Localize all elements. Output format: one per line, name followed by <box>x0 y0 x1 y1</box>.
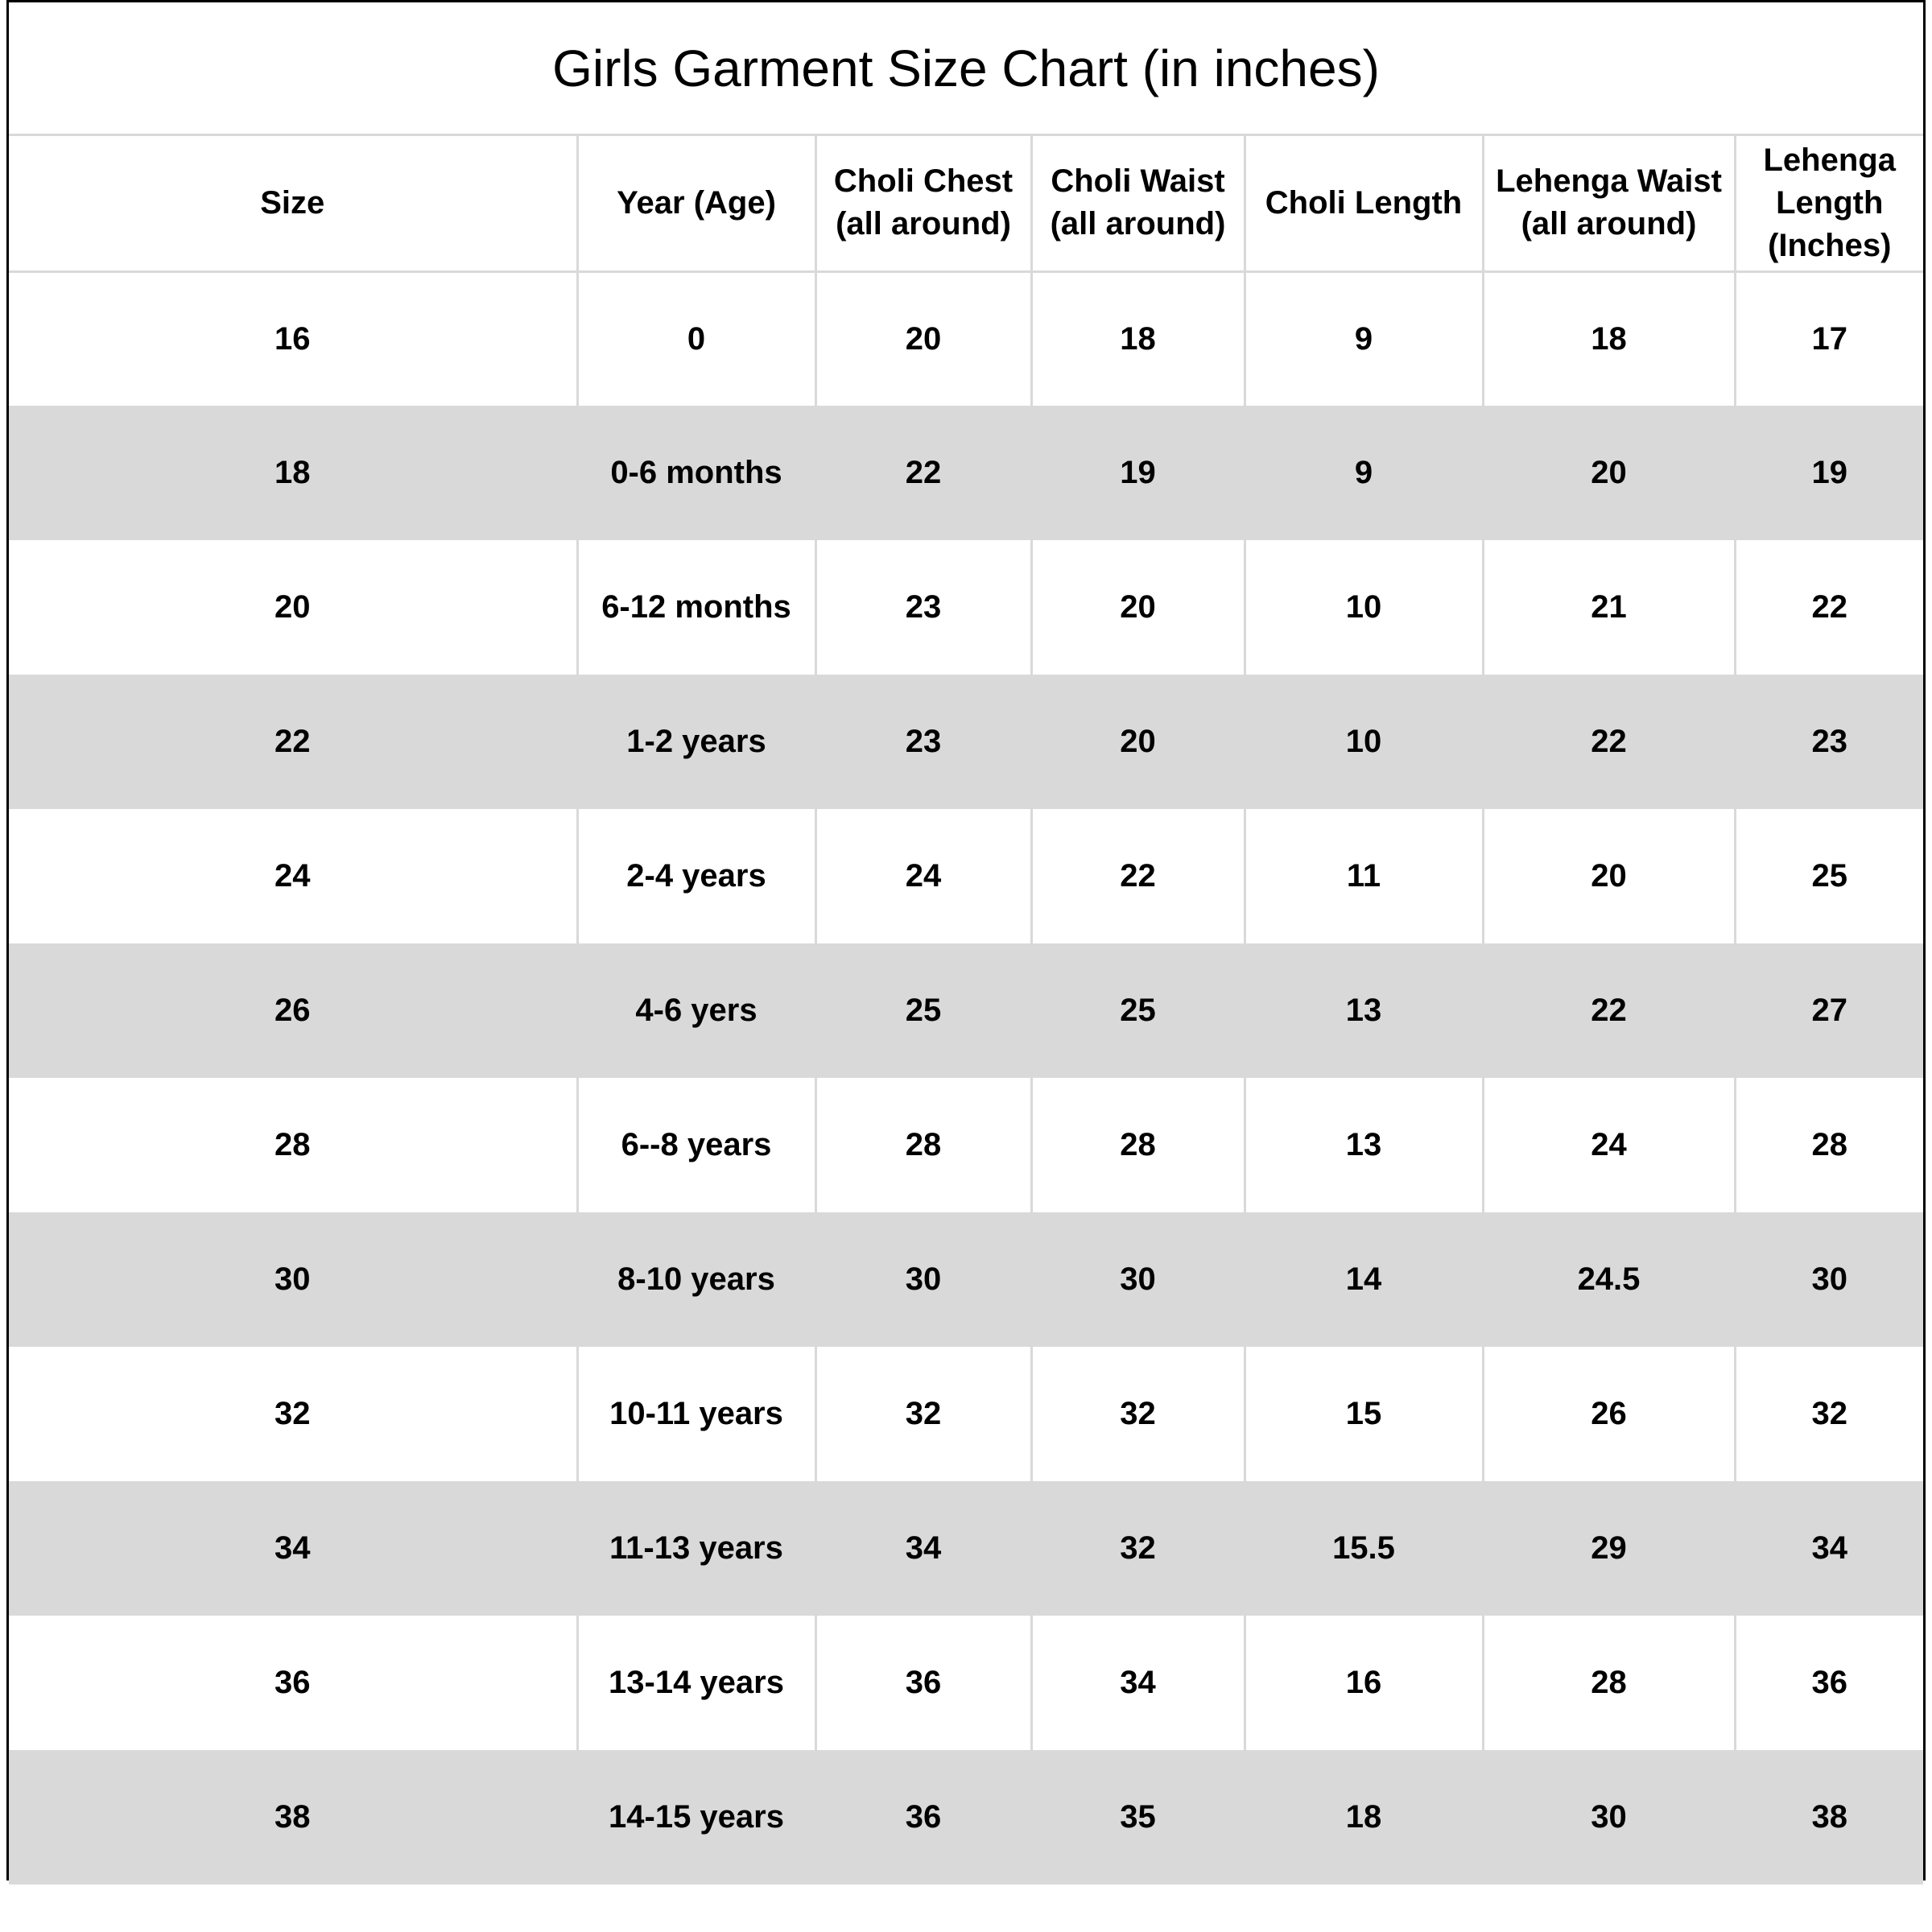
table-cell-lehenga-waist-all-around: 22 <box>1483 675 1735 809</box>
table-cell-lehenga-length-inches: 23 <box>1735 675 1923 809</box>
table-cell-lehenga-length-inches: 28 <box>1735 1078 1923 1212</box>
table-cell-choli-waist-all-around: 32 <box>1031 1347 1245 1481</box>
table-cell-choli-chest-all-around: 23 <box>815 540 1031 675</box>
table-cell-lehenga-length-inches: 22 <box>1735 540 1923 675</box>
table-row <box>9 1481 1923 1616</box>
table-cell-choli-chest-all-around: 23 <box>815 675 1031 809</box>
column-header-choli-waist-all-around: Choli Waist (all around) <box>1031 136 1245 271</box>
table-cell-year-age: 6--8 years <box>577 1078 815 1212</box>
table-cell-size: 30 <box>9 1212 577 1347</box>
table-cell-year-age: 10-11 years <box>577 1347 815 1481</box>
table-cell-choli-chest-all-around: 24 <box>815 809 1031 943</box>
table-cell-lehenga-waist-all-around: 28 <box>1483 1616 1735 1750</box>
size-chart <box>6 0 1926 1880</box>
table-cell-lehenga-waist-all-around: 22 <box>1483 943 1735 1078</box>
table-row <box>9 809 1923 943</box>
table-cell-year-age: 0 <box>577 271 815 406</box>
table-row <box>9 1078 1923 1212</box>
table-cell-year-age: 11-13 years <box>577 1481 815 1616</box>
table-cell-size: 28 <box>9 1078 577 1212</box>
table-cell-lehenga-length-inches: 32 <box>1735 1347 1923 1481</box>
table-cell-size: 22 <box>9 675 577 809</box>
table-cell-year-age: 8-10 years <box>577 1212 815 1347</box>
table-cell-size: 20 <box>9 540 577 675</box>
column-header-size: Size <box>9 136 577 271</box>
table-cell-lehenga-waist-all-around: 29 <box>1483 1481 1735 1616</box>
column-header-choli-length: Choli Length <box>1245 136 1483 271</box>
table-cell-lehenga-waist-all-around: 26 <box>1483 1347 1735 1481</box>
table-cell-lehenga-length-inches: 27 <box>1735 943 1923 1078</box>
table-cell-year-age: 4-6 yers <box>577 943 815 1078</box>
table-cell-size: 38 <box>9 1750 577 1885</box>
table-cell-year-age: 13-14 years <box>577 1616 815 1750</box>
table-cell-choli-waist-all-around: 34 <box>1031 1616 1245 1750</box>
table-cell-lehenga-length-inches: 17 <box>1735 271 1923 406</box>
table-cell-lehenga-waist-all-around: 21 <box>1483 540 1735 675</box>
table-body <box>9 271 1923 1885</box>
table-cell-size: 34 <box>9 1481 577 1616</box>
table-cell-year-age: 14-15 years <box>577 1750 815 1885</box>
table-cell-choli-length: 15.5 <box>1245 1481 1483 1616</box>
column-header-choli-chest-all-around: Choli Chest (all around) <box>815 136 1031 271</box>
table-cell-choli-length: 11 <box>1245 809 1483 943</box>
table-cell-choli-chest-all-around: 32 <box>815 1347 1031 1481</box>
table-cell-choli-length: 14 <box>1245 1212 1483 1347</box>
table-cell-choli-waist-all-around: 28 <box>1031 1078 1245 1212</box>
table-row <box>9 271 1923 406</box>
column-header-lehenga-length-inches: Lehenga Length (Inches) <box>1735 136 1923 271</box>
table-row <box>9 675 1923 809</box>
table-cell-lehenga-length-inches: 34 <box>1735 1481 1923 1616</box>
column-header-year-age: Year (Age) <box>577 136 815 271</box>
table-cell-choli-chest-all-around: 20 <box>815 271 1031 406</box>
table-cell-lehenga-length-inches: 25 <box>1735 809 1923 943</box>
table-cell-choli-chest-all-around: 30 <box>815 1212 1031 1347</box>
table-cell-choli-waist-all-around: 35 <box>1031 1750 1245 1885</box>
table-cell-choli-waist-all-around: 18 <box>1031 271 1245 406</box>
table-cell-lehenga-waist-all-around: 24 <box>1483 1078 1735 1212</box>
table-cell-lehenga-length-inches: 30 <box>1735 1212 1923 1347</box>
table-cell-choli-length: 13 <box>1245 943 1483 1078</box>
table-cell-choli-chest-all-around: 36 <box>815 1616 1031 1750</box>
table-row <box>9 1616 1923 1750</box>
table-cell-year-age: 2-4 years <box>577 809 815 943</box>
table-cell-choli-waist-all-around: 20 <box>1031 675 1245 809</box>
table-row <box>9 540 1923 675</box>
table-cell-lehenga-length-inches: 38 <box>1735 1750 1923 1885</box>
size-table <box>9 136 1923 1885</box>
table-cell-choli-length: 9 <box>1245 406 1483 540</box>
table-row <box>9 1347 1923 1481</box>
table-cell-choli-chest-all-around: 34 <box>815 1481 1031 1616</box>
table-cell-choli-chest-all-around: 22 <box>815 406 1031 540</box>
table-cell-size: 16 <box>9 271 577 406</box>
table-cell-choli-length: 10 <box>1245 675 1483 809</box>
table-cell-choli-length: 16 <box>1245 1616 1483 1750</box>
table-cell-choli-chest-all-around: 25 <box>815 943 1031 1078</box>
table-cell-lehenga-waist-all-around: 18 <box>1483 271 1735 406</box>
table-cell-choli-length: 13 <box>1245 1078 1483 1212</box>
table-cell-choli-waist-all-around: 25 <box>1031 943 1245 1078</box>
table-cell-lehenga-waist-all-around: 30 <box>1483 1750 1735 1885</box>
header-row <box>9 136 1923 271</box>
table-cell-year-age: 6-12 months <box>577 540 815 675</box>
table-cell-lehenga-waist-all-around: 20 <box>1483 406 1735 540</box>
table-cell-choli-chest-all-around: 36 <box>815 1750 1031 1885</box>
table-cell-size: 24 <box>9 809 577 943</box>
table-cell-choli-length: 18 <box>1245 1750 1483 1885</box>
table-cell-lehenga-length-inches: 36 <box>1735 1616 1923 1750</box>
table-cell-choli-waist-all-around: 32 <box>1031 1481 1245 1616</box>
table-cell-choli-waist-all-around: 30 <box>1031 1212 1245 1347</box>
table-cell-size: 32 <box>9 1347 577 1481</box>
table-cell-choli-length: 9 <box>1245 271 1483 406</box>
table-cell-year-age: 0-6 months <box>577 406 815 540</box>
table-cell-size: 36 <box>9 1616 577 1750</box>
table-cell-lehenga-waist-all-around: 20 <box>1483 809 1735 943</box>
table-cell-size: 18 <box>9 406 577 540</box>
chart-title: Girls Garment Size Chart (in inches) <box>9 2 1923 136</box>
table-cell-choli-waist-all-around: 19 <box>1031 406 1245 540</box>
table-cell-lehenga-waist-all-around: 24.5 <box>1483 1212 1735 1347</box>
table-cell-size: 26 <box>9 943 577 1078</box>
table-cell-choli-chest-all-around: 28 <box>815 1078 1031 1212</box>
table-row <box>9 406 1923 540</box>
table-row <box>9 1750 1923 1885</box>
table-cell-choli-length: 10 <box>1245 540 1483 675</box>
table-row <box>9 1212 1923 1347</box>
table-row <box>9 943 1923 1078</box>
table-cell-choli-waist-all-around: 20 <box>1031 540 1245 675</box>
table-cell-lehenga-length-inches: 19 <box>1735 406 1923 540</box>
table-cell-year-age: 1-2 years <box>577 675 815 809</box>
table-cell-choli-length: 15 <box>1245 1347 1483 1481</box>
table-cell-choli-waist-all-around: 22 <box>1031 809 1245 943</box>
column-header-lehenga-waist-all-around: Lehenga Waist (all around) <box>1483 136 1735 271</box>
